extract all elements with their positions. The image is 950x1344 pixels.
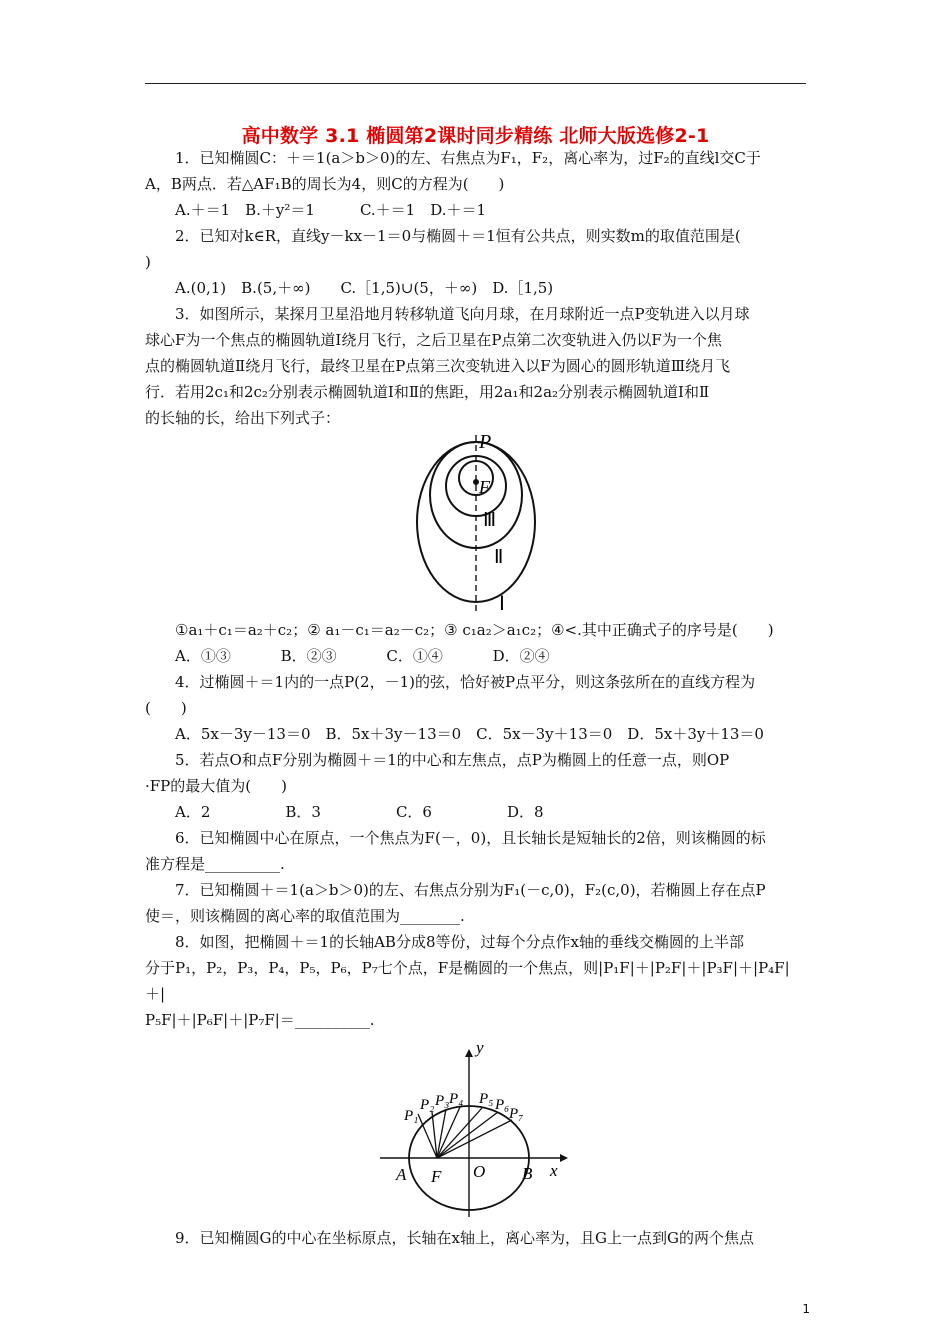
q8-line-1: 8．如图，把椭圆＋＝1的长轴AB分成8等份，过每个分点作x轴的垂线交椭圆的上半部 <box>175 933 744 951</box>
question-list <box>145 145 806 1251</box>
orbit-figure <box>391 431 561 617</box>
q8-line-2: 分于P₁，P₂，P₃，P₄，P₅，P₆，P₇七个点，F是椭圆的一个焦点，则|P₁F|＋|P₂F|＋|P₃F|＋|P₄F|＋| <box>145 959 790 1003</box>
q5-options: A．2 B．3 C．6 D．8 <box>175 803 544 821</box>
segment-P7F <box>437 1120 512 1158</box>
label-P2: P₂ <box>419 1097 434 1113</box>
q3-line-2: 球心F为一个焦点的椭圆轨道Ⅰ绕月飞行，之后卫星在P点第二次变轨进入仍以F为一个焦 <box>145 331 722 349</box>
page-title: 高中数学 3.1 椭圆第2课时同步精练 北师大版选修2-1 <box>241 125 710 147</box>
segment-P4F <box>437 1107 460 1158</box>
q7-line-1: 7．已知椭圆＋＝1(a＞b＞0)的左、右焦点分别为F₁(－c,0)，F₂(c,0)，若椭圆上存在点P <box>175 881 766 899</box>
q9-line-1: 9．已知椭圆G的中心在坐标原点，长轴在x轴上，离心率为，且G上一点到G的两个焦点 <box>175 1229 754 1247</box>
label-A: A <box>395 1165 406 1184</box>
q1-options: A.＋＝1 B.＋y²＝1 C.＋＝1 D.＋＝1 <box>175 201 487 219</box>
label-P: P <box>478 431 491 453</box>
y-axis-arrow <box>465 1049 473 1057</box>
q5-line-2: ·FP的最大值为( ) <box>145 777 287 795</box>
q2-line-1: 2．已知对k∈R，直线y－kx－1＝0与椭圆＋＝1恒有公共点，则实数m的取值范围是( <box>175 227 741 245</box>
q3-conditions: ①a₁＋c₁＝a₂＋c₂；② a₁－c₁＝a₂－c₂；③ c₁a₂＞a₁c₂；④<.其中正确式子的序号是( ) <box>175 621 774 639</box>
q7-line-2: 使＝，则该椭圆的离心率的取值范围为________. <box>145 907 465 925</box>
q3-line-5: 的长轴的长，给出下列式子： <box>145 409 341 427</box>
x-axis-arrow <box>560 1154 568 1162</box>
segment-P5F <box>437 1108 482 1158</box>
segment-P3F <box>437 1109 446 1158</box>
header-rule <box>145 83 806 84</box>
q4-line-2: ( ) <box>145 699 187 717</box>
label-x: x <box>549 1161 558 1180</box>
segment-P6F <box>437 1112 498 1158</box>
label-P5: P₅ <box>478 1091 493 1107</box>
q4-options: A．5x－3y－13＝0 B．5x＋3y－13＝0 C．5x－3y＋13＝0 D．5x＋3y＋13＝0 <box>175 725 764 743</box>
q6-line-2: 准方程是__________. <box>145 855 285 873</box>
label-P4: P₄ <box>448 1091 463 1107</box>
q2-options: A.(0,1) B.(5,＋∞) C.［1,5)∪(5，＋∞) D.［1,5) <box>175 279 554 297</box>
label-y: y <box>475 1039 484 1057</box>
q3-line-3: 点的椭圆轨道Ⅱ绕月飞行，最终卫星在P点第三次变轨进入以F为圆心的圆形轨道Ⅲ绕月飞 <box>145 357 731 375</box>
q5-line-1: 5．若点O和点F分别为椭圆＋＝1的中心和左焦点，点P为椭圆上的任意一点，则OP <box>175 751 730 769</box>
q1-line-1: 1．已知椭圆C：＋＝1(a＞b＞0)的左、右焦点为F₁，F₂，离心率为，过F₂的直线l交C于 <box>175 149 761 167</box>
label-I: Ⅰ <box>498 593 505 615</box>
page-number: 1 <box>802 1302 810 1316</box>
q8-line-3: P₅F|＋|P₆F|＋|P₇F|＝__________. <box>145 1011 375 1029</box>
label-P7: P₇ <box>508 1106 523 1122</box>
label-O: O <box>472 1162 485 1181</box>
q2-line-2: ) <box>145 253 151 271</box>
q4-line-1: 4．过椭圆＋＝1内的一点P(2，－1)的弦，恰好被P点平分，则这条弦所在的直线方程为 <box>175 673 756 691</box>
label-III: Ⅲ <box>482 510 496 531</box>
label-F: F <box>430 1167 441 1186</box>
q3-line-4: 行．若用2c₁和2c₂分别表示椭圆轨道Ⅰ和Ⅱ的焦距，用2a₁和2a₂分别表示椭圆轨道Ⅰ和Ⅱ <box>145 383 710 401</box>
label-F: F <box>478 477 490 497</box>
label-II: Ⅱ <box>493 547 503 568</box>
ellipse-division-figure <box>376 1039 576 1221</box>
q6-line-1: 6．已知椭圆中心在原点，一个焦点为F(－，0)，且长轴长是短轴长的2倍，则该椭圆的标 <box>175 829 766 847</box>
q3-options: A．①③ B．②③ C．①④ D．②④ <box>175 647 550 665</box>
label-P1: P₁ <box>403 1108 418 1124</box>
q1-line-2: A，B两点．若△AF₁B的周长为4，则C的方程为( ) <box>145 175 505 193</box>
label-B: B <box>521 1164 532 1183</box>
label-P3: P₃ <box>434 1093 449 1109</box>
label-P6: P₆ <box>494 1097 509 1113</box>
q3-line-1: 3．如图所示，某探月卫星沿地月转移轨道飞向月球，在月球附近一点P变轨进入以月球 <box>175 305 750 323</box>
